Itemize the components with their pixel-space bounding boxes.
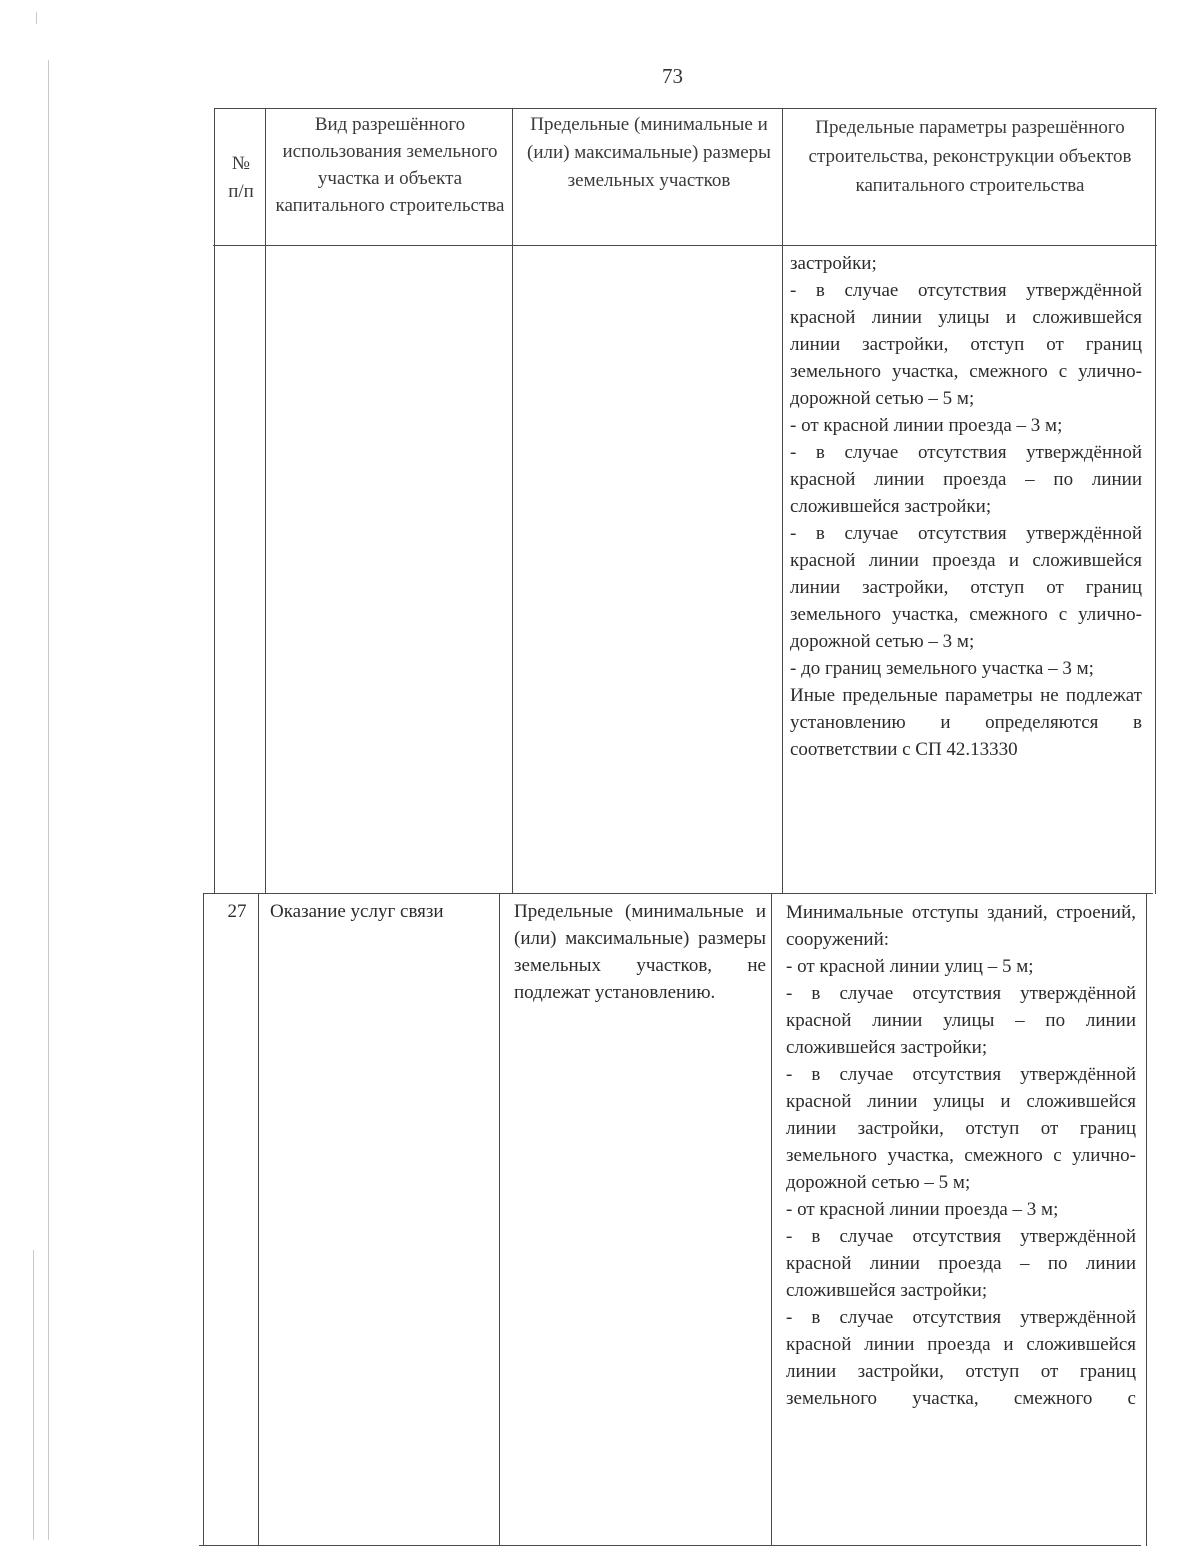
params-line: Иные предельные параметры не подлежат установлению и определяются в соответствии с СП 42.13330 [790, 685, 1142, 760]
scan-edge-line [48, 60, 49, 1540]
params-line: - в случае отсутствия утверждённой красной линии проезда и сложившейся линии застройки, отступ от границ земельного участка, смежного с [786, 1307, 1136, 1409]
row-27-plot-size [514, 898, 766, 1006]
params-line: - в случае отсутствия утверждённой красной линии проезда – по линии сложившейся застройки; [790, 442, 1142, 517]
row-27-use-type: Оказание услуг связи [270, 901, 444, 922]
table-row-separator [204, 893, 1153, 894]
table-left-border [214, 108, 215, 894]
params-line: Минимальные отступы зданий, строений, сооружений: [786, 902, 1136, 950]
header-use-type: Вид разрешённого использования земельного участка и объекта капитального строительства [275, 114, 505, 216]
col-divider-2 [499, 893, 500, 1546]
col-divider-1 [258, 893, 259, 1546]
table-header-separator [213, 245, 1157, 246]
params-line: - в случае отсутствия утверждённой красной линии улицы и сложившейся линии застройки, отступ от границ земельного участка, смежного с улично-дорожной сетью – 5 м; [786, 1064, 1136, 1193]
params-line: - в случае отсутствия утверждённой красной линии улицы и сложившейся линии застройки, отступ от границ земельного участка, смежного с улично-дорожной сетью – 5 м; [790, 280, 1142, 409]
header-plot-size: Предельные (минимальные и (или) максимальные) размеры земельных участков [527, 114, 771, 191]
params-line: - в случае отсутствия утверждённой красной линии улицы – по линии сложившейся застройки; [786, 983, 1136, 1058]
table-top-border [215, 108, 1157, 109]
params-line: - от красной линии проезда – 3 м; [786, 1199, 1059, 1220]
params-line: - в случае отсутствия утверждённой красной линии проезда – по линии сложившейся застройки; [786, 1226, 1136, 1301]
header-params: Предельные параметры разрешённого строительства, реконструкции объектов капитального строительства [808, 117, 1132, 196]
table-bottom-border [199, 1545, 1141, 1546]
params-line: застройки; [790, 253, 877, 274]
col-divider-3 [771, 893, 772, 1546]
table-right-border [1146, 893, 1147, 1546]
plot-size-text: Предельные (минимальные и (или) максимальные) размеры земельных участков, не подлежат установлению. [514, 901, 766, 1003]
row-27-params [786, 899, 1136, 1412]
col-divider-3 [782, 108, 783, 894]
header-num: № п/п [228, 153, 254, 202]
scan-edge-line [33, 1250, 34, 1540]
params-line: - от красной линии проезда – 3 м; [790, 415, 1063, 436]
row-continuation-params [790, 250, 1142, 763]
row-27-num: 27 [227, 901, 247, 922]
scan-edge-tick [36, 12, 37, 24]
table-right-border [1155, 108, 1156, 894]
page-number: 73 [662, 64, 683, 88]
col-divider-1 [265, 108, 266, 894]
table-left-border [203, 893, 204, 1546]
params-line: - в случае отсутствия утверждённой красной линии проезда и сложившейся линии застройки, отступ от границ земельного участка, смежного с улично-дорожной сетью – 3 м; [790, 523, 1142, 652]
col-divider-2 [512, 108, 513, 894]
params-line: - до границ земельного участка – 3 м; [790, 658, 1094, 679]
params-line: - от красной линии улиц – 5 м; [786, 956, 1034, 977]
